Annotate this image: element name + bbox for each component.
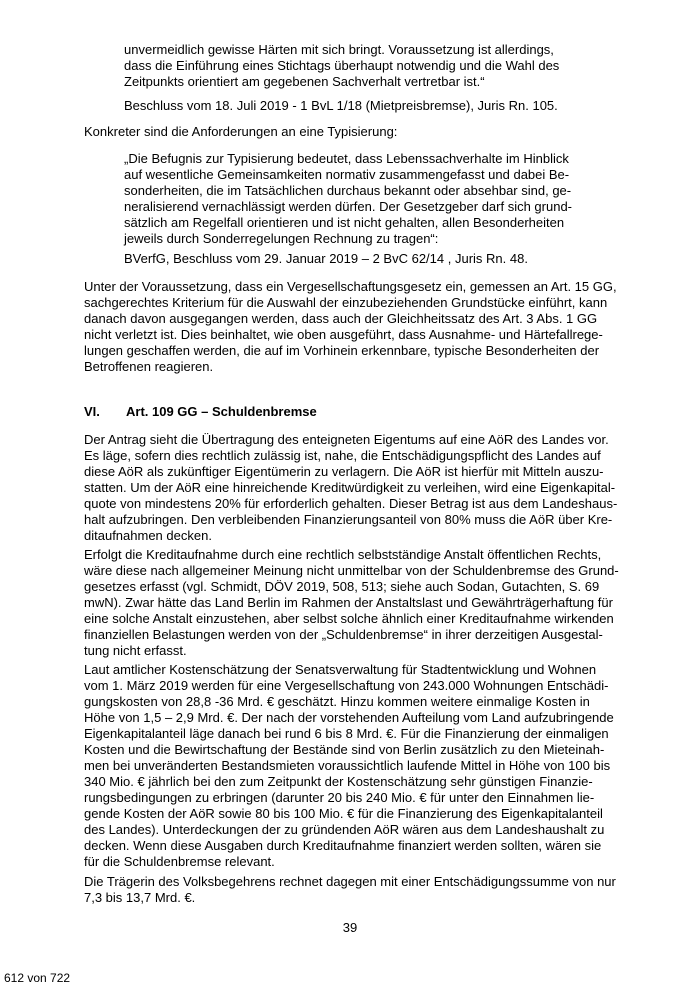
quote-line: dass die Einführung eines Stichtags überhaupt notwendig und die Wahl des [124,58,560,73]
paragraph-2: Der Antrag sieht die Übertragung des enteigneten Eigentums auf eine AöR des Landes vor. Es läge, sofern dies rechtlich zulässig ist, nahe, die Entschädigungspflicht des Landes auf diese AöR als zukünftiger Eigentümerin zu verlagern. Die AöR ist hierfür mit Mitteln auszu- statten. Um der AöR eine hinreichende Kreditwürdigkeit zu verleihen, wird eine Eigenkapital- quote von mindestens 20% für erforderlich gehalten. Dieser Betrag ist aus dem Landeshaus- halt aufzubringen. Den verbleibenden Finanzierungsanteil von 80% muss die AöR über Kre- ditaufnahmen decken. [84,432,618,543]
quote-line: jeweils durch Sonderregelungen Rechnung zu tragen“: [124,231,439,246]
citation-1: Beschluss vom 18. Juli 2019 - 1 BvL 1/18 (Mietpreisbremse), Juris Rn. 105. [124,98,558,113]
paragraph-1: Unter der Voraussetzung, dass ein Vergesellschaftungsgesetz ein, gemessen an Art. 15 GG, sachgerechtes Kriterium für die Auswahl der einzubeziehenden Grundstücke einführt, kann danach davon ausgegangen werden, dass auch der Gleichheitssatz des Art. 3 Abs. 1 GG nicht verletzt ist. Dies beinhaltet, wie oben ausgeführt, dass Ausnahme- und Härtefallrege- lungen geschaffen werden, die auf im Vorhinein erkennbare, typische Besonderheiten der Betroffenen reagieren. [84,279,617,374]
section-number: VI. [84,404,100,419]
paragraph-4: Laut amtlicher Kostenschätzung der Senatsverwaltung für Stadtentwicklung und Wohnen vom 1. März 2019 werden für eine Vergesellschaftung von 243.000 Wohnungen Entschädi- gungskosten von 28,8 -36 Mrd. € geschätzt. Hinzu kommen weitere einmalige Kosten in Höhe von 1,5 – 2,9 Mrd. €. Der nach der vorstehenden Aufteilung vom Land aufzubringende Eigenkapitalanteil läge danach bei rund 6 bis 8 Mrd. €. Für die Finanzierung der einmaligen Kosten und die Bewirtschaftung der Bestände sind von Berlin zusätzlich zu den Mieteinah- men bei unveränderten Bestandsmieten voraussichtlich laufende Mittel in Höhe von 100 bis 340 Mio. € jährlich bei den zum Zeitpunkt der Kostenschätzung sehr günstigen Finanzie- rungsbedingungen zu erbringen (darunter 20 bis 240 Mio. € für unter den Einnahmen lie- gende Kosten der AöR sowie 80 bis 100 Mio. € für die Finanzierung des Eigenkapitalanteil des Landes). Unterdeckungen der zu gründenden AöR wären aus dem Landeshaushalt zu decken. Wenn diese Ausgaben durch Kreditaufnahme finanziert werden sollten, wären sie für die Schuldenbremse relevant. [84,662,614,869]
paragraph-5: Die Trägerin des Volksbegehrens rechnet dagegen mit einer Entschädigungssumme von nur 7,3 bis 13,7 Mrd. €. [84,874,616,905]
quote-block-2 [124,151,594,247]
section-heading [84,404,317,420]
quote-line: auf wesentliche Gemeinsamkeiten normativ zusammengefasst und dabei Be- [124,167,570,182]
quote-line: unvermeidlich gewisse Härten mit sich bringt. Voraussetzung ist allerdings, [124,42,554,57]
quote-line: sätzlich am Regelfall orientieren und ist nicht gehalten, allen Besonderheiten [124,215,565,230]
paragraph-3: Erfolgt die Kreditaufnahme durch eine rechtlich selbstständige Anstalt öffentlichen Rechts, wäre diese nach allgemeiner Meinung nicht unmittelbar von der Schuldenbremse des Grund- gesetzes erfasst (vgl. Schmidt, DÖV 2019, 508, 513; siehe auch Sodan, Gutachten, S. 69 mwN). Zwar hätte das Land Berlin im Rahmen der Anstaltslast und Gewährträgerhaftung für eine solche Anstalt einzustehen, aber selbst solche ähnlich einer Kreditaufnahme wirkenden finanziellen Belastungen werden von der „Schuldenbremse“ in ihrer derzeitigen Ausgestal- tung nicht erfasst. [84,547,619,658]
citation-2: BVerfG, Beschluss vom 29. Januar 2019 – 2 BvC 62/14 , Juris Rn. 48. [124,251,528,266]
intro-line: Konkreter sind die Anforderungen an eine Typisierung: [84,124,398,139]
quote-line: neralisierend vernachlässigt werden dürfen. Der Gesetzgeber darf sich grund- [124,199,573,214]
quote-line: sonderheiten, die im Tatsächlichen durchaus bekannt oder absehbar sind, ge- [124,183,572,198]
section-title: Art. 109 GG – Schuldenbremse [126,404,317,419]
quote-line: „Die Befugnis zur Typisierung bedeutet, dass Lebenssachverhalte im Hinblick [124,151,569,166]
quote-line: Zeitpunkts orientiert am gegebenen Sachverhalt vertretbar ist.“ [124,74,485,89]
page-count: 612 von 722 [4,971,71,985]
page-number: 39 [342,920,358,935]
quote-block-1 [124,42,594,90]
